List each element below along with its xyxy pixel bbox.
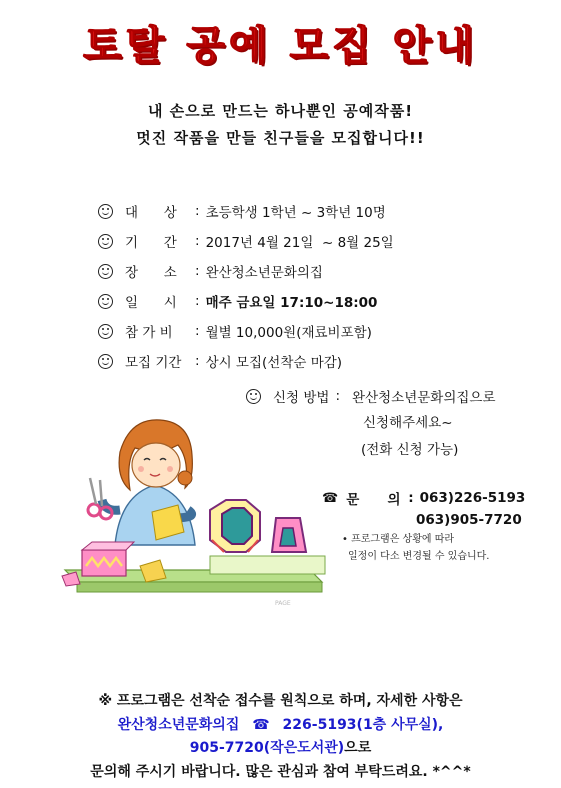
change-note-line-2: 일정이 다소 변경될 수 있습니다. xyxy=(348,551,490,562)
smiley-icon xyxy=(98,324,113,339)
footer-line-1: ※ 프로그램은 선착순 접수를 원칙으로 하며, 자세한 사항은 xyxy=(98,693,463,709)
inquiry-row: ☎ 문 의 : 063)226-5193 xyxy=(322,490,526,508)
footer-line-3-suffix: 으로 xyxy=(344,740,372,756)
smiley-icon xyxy=(98,264,113,279)
smiley-icon xyxy=(98,234,113,249)
detail-label: 대 상 xyxy=(125,205,177,221)
phone-icon: ☎ xyxy=(322,490,339,506)
inquiry-label: 문 의 xyxy=(346,492,401,508)
detail-row-fee: 참 가 비 : 월별 10,000원(재료비포함) xyxy=(98,320,372,342)
apply-line-3: (전화 신청 가능) xyxy=(361,442,459,458)
detail-value: 월별 10,000원(재료비포함) xyxy=(205,325,372,341)
footer-phone-2: 905-7720(작은도서관) xyxy=(189,740,345,756)
detail-value: 매주 금요일 17:10~18:00 xyxy=(205,295,378,311)
detail-label: 기 간 xyxy=(125,235,177,251)
change-note-line-1: • 프로그램은 상황에 따라 xyxy=(342,534,455,545)
apply-line-1: 완산청소년문화의집으로 xyxy=(352,390,496,406)
detail-value: 초등학생 1학년 ~ 3학년 10명 xyxy=(205,205,386,221)
crafting-child-illustration xyxy=(60,400,330,615)
detail-label: 일 시 xyxy=(125,295,177,311)
smiley-icon xyxy=(98,294,113,309)
apply-label: 신청 방법 xyxy=(273,390,330,406)
detail-row-period: 기 간 : 2017년 4월 21일 ~ 8월 25일 xyxy=(98,230,394,252)
detail-label: 참 가 비 xyxy=(125,325,173,341)
footer-line-2 xyxy=(0,714,561,734)
footer-phone-1: 226-5193(1층 사무실), xyxy=(282,717,444,733)
detail-value: 2017년 4월 21일 ~ 8월 25일 xyxy=(205,235,394,251)
detail-label: 장 소 xyxy=(125,265,177,281)
smiley-icon xyxy=(98,204,113,219)
detail-value: 완산청소년문화의집 xyxy=(205,265,323,281)
inquiry-phone-1: 063)226-5193 xyxy=(419,490,526,506)
phone-icon: ☎ xyxy=(252,717,270,733)
intro-line-2: 멋진 작품을 만들 친구들을 모집합니다!! xyxy=(136,129,425,147)
smiley-icon xyxy=(98,354,113,369)
footer-line-3 xyxy=(0,737,561,757)
page-title: 토탈 공예 모집 안내 xyxy=(83,23,478,69)
intro-line-1: 내 손으로 만드는 하나뿐인 공예작품! xyxy=(147,102,414,120)
illustration-watermark: PAGE xyxy=(275,600,291,607)
inquiry-phone-2: 063)905-7720 xyxy=(416,512,522,528)
footer-center-name: 완산청소년문화의집 xyxy=(117,717,240,733)
footer-line-4: 문의해 주시기 바랍니다. 많은 관심과 참여 부탁드려요. *^^* xyxy=(90,764,471,780)
detail-row-time: 일 시 : 매주 금요일 17:10~18:00 xyxy=(98,290,377,312)
apply-row: 신청 방법 : 완산청소년문화의집으로 xyxy=(246,385,495,407)
detail-row-target: 대 상 : 초등학생 1학년 ~ 3학년 10명 xyxy=(98,200,386,222)
detail-label: 모집 기간 xyxy=(125,355,182,371)
apply-line-2: 신청해주세요~ xyxy=(363,415,453,431)
detail-row-recruit-period: 모집 기간 : 상시 모집(선착순 마감) xyxy=(98,350,342,372)
detail-row-place: 장 소 : 완산청소년문화의집 xyxy=(98,260,323,282)
detail-value: 상시 모집(선착순 마감) xyxy=(205,355,343,371)
